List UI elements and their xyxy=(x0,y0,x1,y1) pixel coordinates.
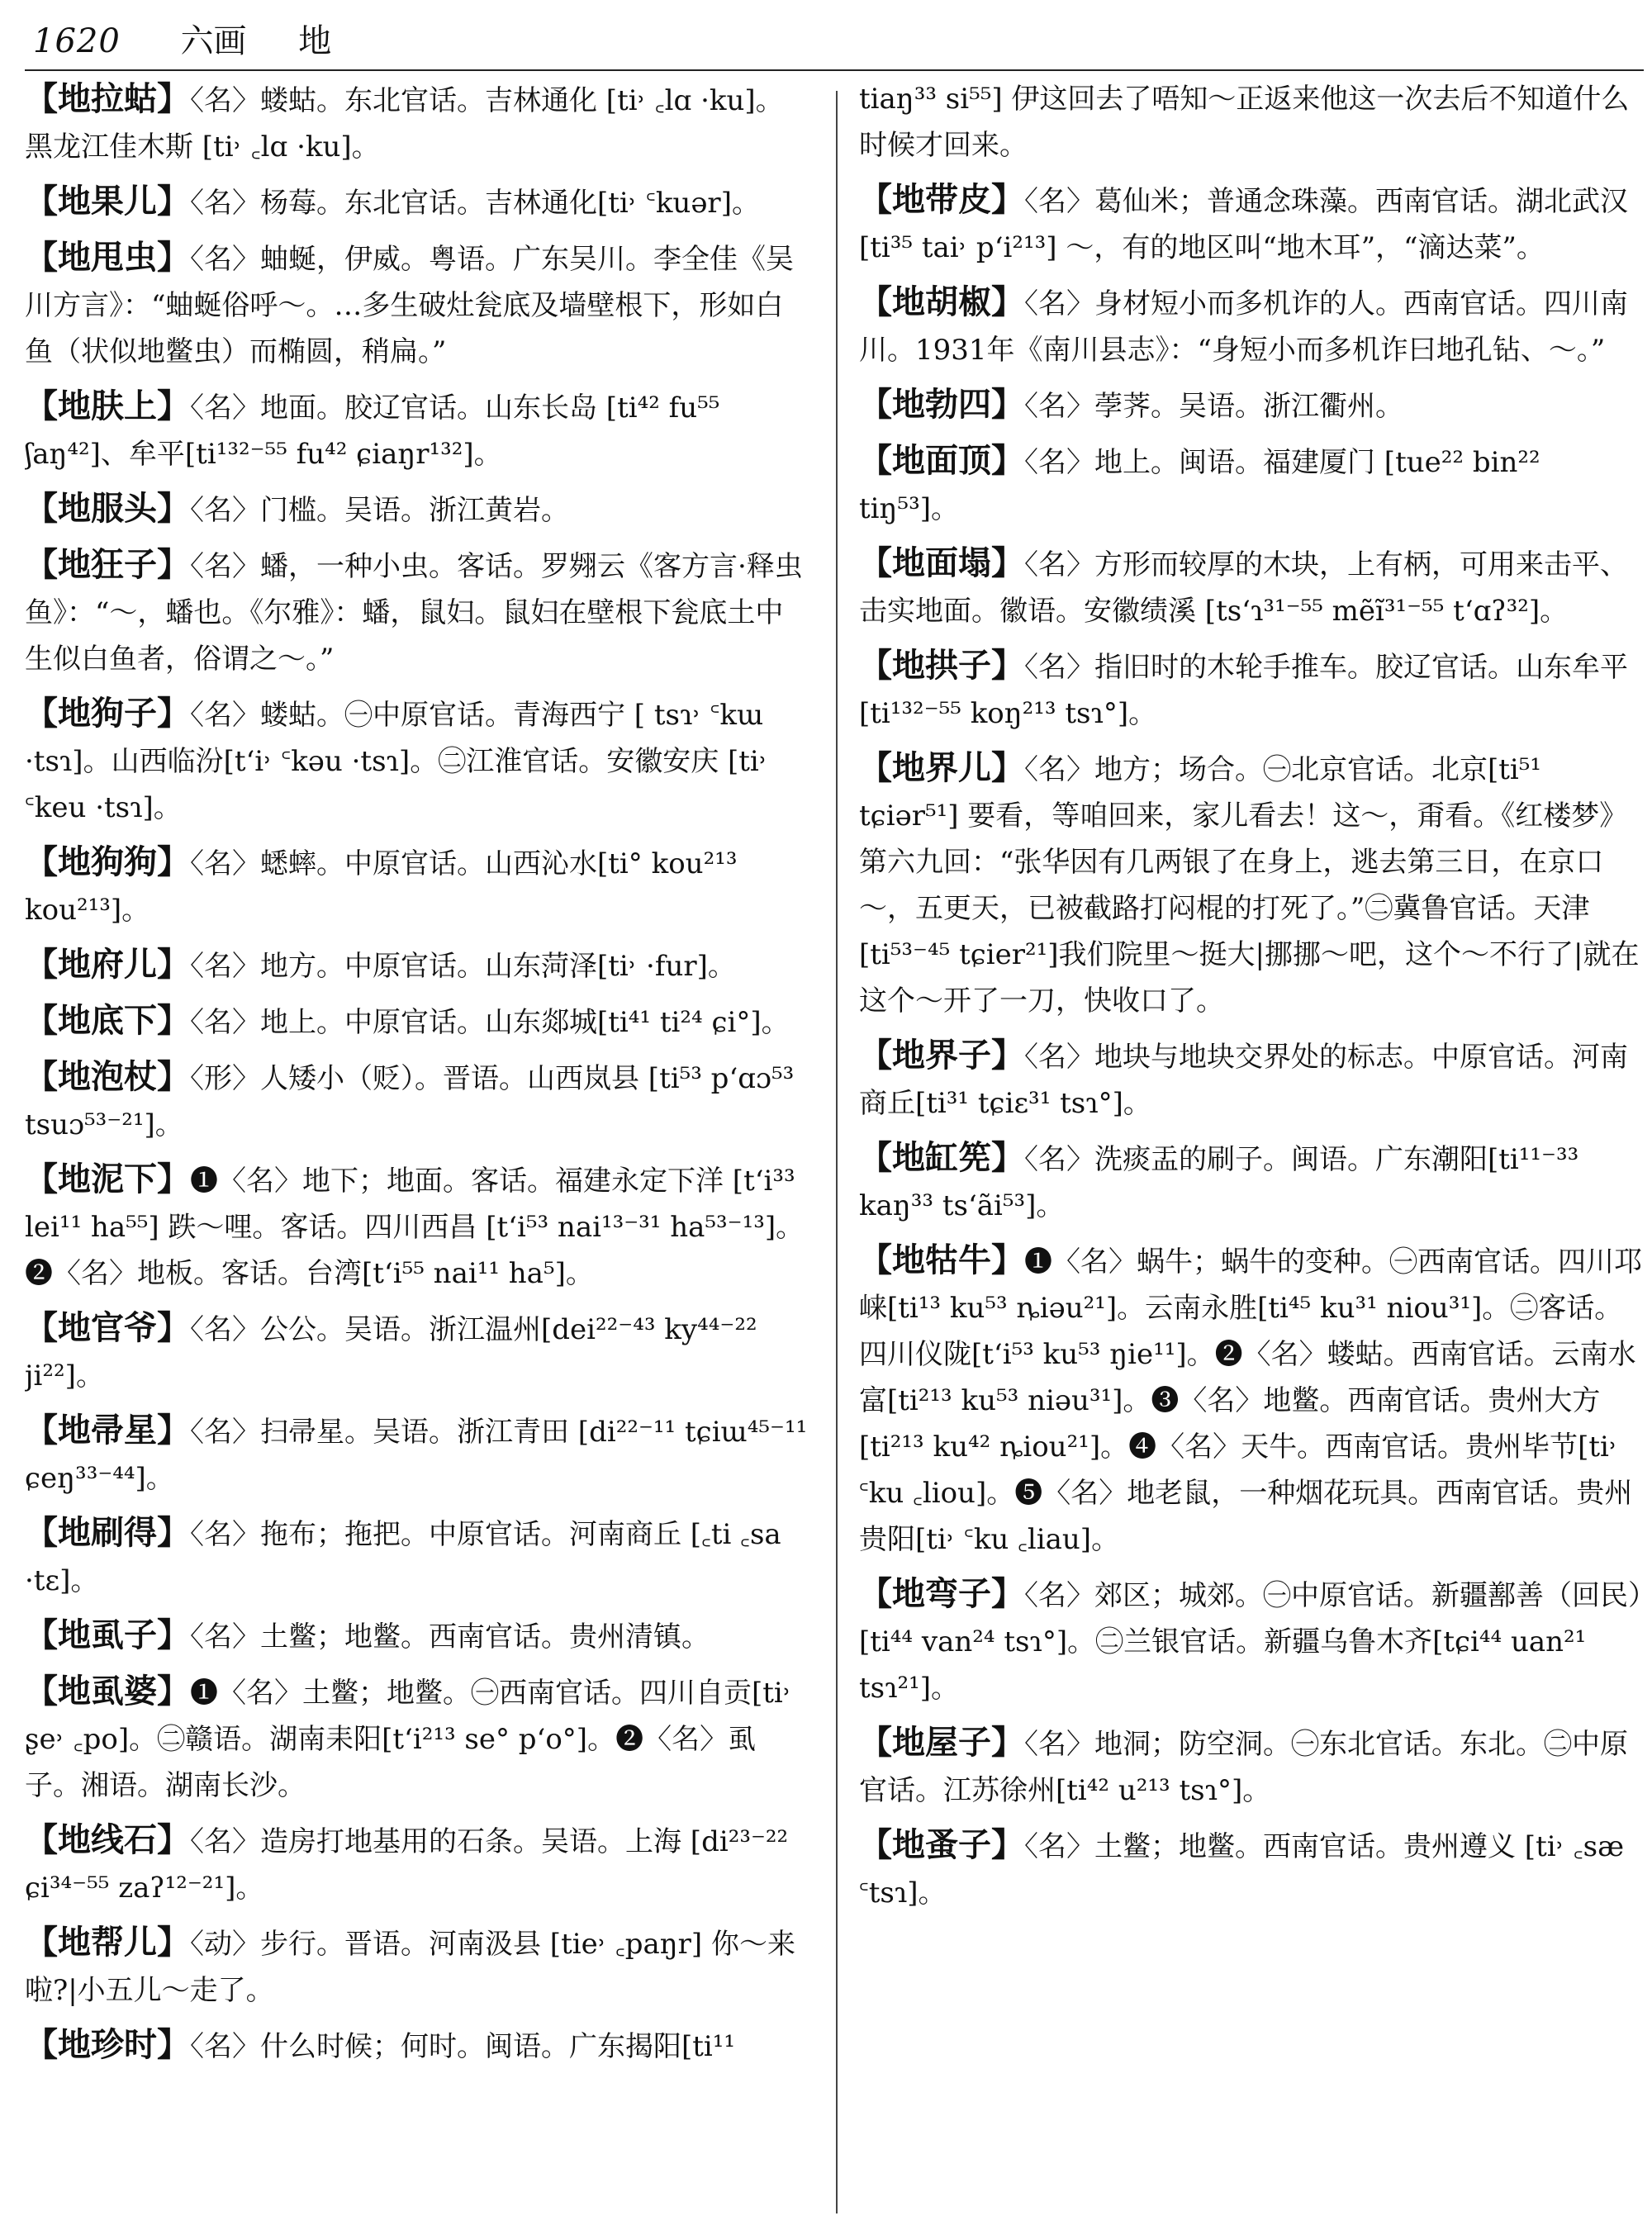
entry-body: 〈名〉蟋蟀。中原官话。山西沁水[ti° kou²¹³ kou²¹³]。 xyxy=(25,847,738,927)
entry-headword: 【地牯牛】 xyxy=(859,1241,1024,1279)
entry-body: ❶〈名〉土鳖；地鳖。㊀西南官话。四川自贡[ti˒ ʂe˒ ꜀po]。㊁赣语。湖南耒阳[t‘i²¹³ se° p‘o°]。❷〈名〉虱子。湘语。湖南长沙。 xyxy=(25,1677,792,1802)
entry-headword: 【地虱婆】 xyxy=(25,1672,190,1710)
entry-headword: 【地珍时】 xyxy=(25,2025,190,2064)
entry-body: 〈名〉地上。闽语。福建厦门 [tue²² bin²² tiŋ⁵³]。 xyxy=(859,446,1540,525)
entry-headword: 【地界子】 xyxy=(859,1036,1024,1075)
page-number: 1620 xyxy=(33,22,121,60)
entry-headword: 【地拱子】 xyxy=(859,646,1024,685)
entry-headword: 【地肤上】 xyxy=(25,387,190,425)
entry-headword: 【地府儿】 xyxy=(25,945,190,984)
entry-headword: 【地狗子】 xyxy=(25,694,190,733)
section-label: 六画 xyxy=(180,22,247,60)
dictionary-entry xyxy=(25,1305,809,1399)
entry-headword: 【地胡椒】 xyxy=(859,282,1024,321)
dictionary-entry xyxy=(859,279,1644,373)
entry-body: 〈名〉土鳖；地鳖。西南官话。贵州清镇。 xyxy=(190,1620,710,1654)
dictionary-entry xyxy=(859,540,1644,634)
entry-body: 〈名〉地洞；防空洞。㊀东北官话。东北。㊁中原官话。江苏徐州[ti⁴² u²¹³ tsɿ°]。 xyxy=(859,1728,1628,1807)
dictionary-entry xyxy=(25,1407,809,1502)
column-divider xyxy=(836,91,838,2213)
entry-headword: 【地面顶】 xyxy=(859,441,1024,480)
entry-continuation: tiaŋ³³ si⁵⁵] 伊这回去了唔知～正返来他这一次去后不知道什么时候才回来。 xyxy=(859,83,1630,162)
entry-body: 〈名〉蝼蛄。㊀中原官话。青海西宁 [ tsɿ˒ ꜂kɯ ·tsɿ]。山西临汾[t‘i˒ ꜂kəu ·tsɿ]。㊁江淮官话。安徽安庆 [ti˒ ꜂keu ·tsɿ]。 xyxy=(25,699,768,824)
entry-body: 〈名〉蟠，一种小虫。客话。罗翙云《客方言·释虫鱼》：“～，蟠也。《尔雅》：蟠，鼠妇。鼠妇在壁根下瓮底土中生似白鱼者，俗谓之～。” xyxy=(25,550,803,676)
entry-body: 〈名〉指旧时的木轮手推车。胶辽官话。山东牟平[ti¹³²⁻⁵⁵ koŋ²¹³ tsɿ°]。 xyxy=(859,651,1628,730)
dictionary-entry xyxy=(25,1510,809,1604)
entry-body: 〈名〉扫帚星。吴语。浙江青田 [di²²⁻¹¹ tɕiɯ⁴⁵⁻¹¹ ɕeŋ³³⁻⁴⁴]。 xyxy=(25,1416,808,1495)
entry-body: 〈名〉公公。吴语。浙江温州[dei²²⁻⁴³ ky⁴⁴⁻²² ji²²]。 xyxy=(25,1313,757,1393)
dictionary-entry xyxy=(25,942,809,989)
dictionary-entry xyxy=(859,1822,1644,1916)
entry-body: 〈名〉葛仙米；普通念珠藻。西南官话。湖北武汉[ti³⁵ tai˒ p‘i²¹³] ～，有的地区叫“地木耳”，“滴达菜”。 xyxy=(859,185,1628,264)
entry-body: ❶〈名〉蜗牛；蜗牛的变种。㊀西南官话。四川邛崃[ti¹³ ku⁵³ ȵiəu²¹]。云南永胜[ti⁴⁵ ku³¹ niou³¹]。㊁客话。四川仪陇[t‘i⁵³ ku⁵³ ŋie¹¹]。❷〈名〉蝼蛄。西南官话。云南水富[ti²¹³ ku⁵³ niəu³¹]。❸〈名〉地鳖。西南官话。贵州大方[ti²¹³ ku⁴² ȵiou²¹]。❹〈名〉天牛。西南官话。贵州毕节[ti˒ ꜂ku ꜀liou]。❺〈名〉地老鼠，一种烟花玩具。西南官话。贵州贵阳[ti˒ ꜂ku ꜀liau]。 xyxy=(859,1245,1642,1556)
entry-headword: 【地屋子】 xyxy=(859,1723,1024,1762)
entry-body: 〈名〉地方；场合。㊀北京官话。北京[ti⁵¹ tɕiər⁵¹] 要看，等咱回来，家儿看去！这～，甭看。《红楼梦》第六九回：“张华因有几两银了在身上，逃去第三日，在京口～，五更天，已被截路打闷棍的打死了。”㊁冀鲁官话。天津[ti⁵³⁻⁴⁵ tɕier²¹]我们院里～挺大|挪挪～吧，这个～不行了|就在这个～开了一刀，快收口了。 xyxy=(859,753,1640,1018)
entry-headword: 【地泡杖】 xyxy=(25,1057,190,1096)
dictionary-entry xyxy=(25,1054,809,1148)
entry-headword: 【地带皮】 xyxy=(859,180,1024,219)
entry-body: 〈名〉洗痰盂的刷子。闽语。广东潮阳[ti¹¹⁻³³ kaŋ³³ ts‘ãi⁵³]。 xyxy=(859,1143,1579,1222)
dictionary-entry xyxy=(25,1156,809,1297)
entry-headword: 【地泥下】 xyxy=(25,1160,190,1198)
entry-headword: 【地界儿】 xyxy=(859,748,1024,787)
dictionary-entry xyxy=(25,235,809,375)
dictionary-entry xyxy=(25,178,809,226)
entry-body: 〈名〉蝼蛄。东北官话。吉林通化 [ti˒ ꜀lɑ ·ku]。黑龙江佳木斯 [ti˒ ꜀lɑ ·ku]。 xyxy=(25,84,784,164)
entry-headword: 【地虱子】 xyxy=(25,1616,190,1654)
dictionary-entry xyxy=(859,1237,1644,1563)
entry-headword: 【地官爷】 xyxy=(25,1308,190,1347)
entry-headword: 【地面塌】 xyxy=(859,543,1024,582)
entry-body: 〈名〉郊区；城郊。㊀中原官话。新疆鄯善（回民）[ti⁴⁴ van²⁴ tsɿ°]。㊁兰银官话。新疆乌鲁木齐[tɕi⁴⁴ uan²¹ tsɿ²¹]。 xyxy=(859,1579,1642,1705)
entry-headword: 【地狗狗】 xyxy=(25,842,190,881)
entry-body: 〈形〉人矮小（贬）。晋语。山西岚县 [ti⁵³ p‘ɑɔ⁵³ tsuɔ⁵³⁻²¹]。 xyxy=(25,1062,795,1141)
entry-headword: 【地帚星】 xyxy=(25,1411,190,1450)
header-rule xyxy=(25,69,1644,71)
entry-headword: 【地服头】 xyxy=(25,489,190,528)
dictionary-entry xyxy=(25,1668,809,1809)
entry-headword: 【地果儿】 xyxy=(25,182,190,221)
entry-body: 〈名〉身材短小而多机诈的人。西南官话。四川南川。1931年《南川县志》：“身短小而多机诈曰地孔钻、～。” xyxy=(859,287,1628,367)
dictionary-entry xyxy=(25,690,809,831)
entry-headword: 【地弯子】 xyxy=(859,1574,1024,1613)
dictionary-entry xyxy=(859,382,1644,429)
dictionary-entry xyxy=(25,2022,809,2070)
entry-headword: 【地底下】 xyxy=(25,1001,190,1040)
dictionary-entry xyxy=(25,839,809,933)
entry-body: 〈名〉蚰蜒，伊威。粤语。广东吴川。李全佳《吴川方言》：“蚰蜒俗呼～。…多生破灶瓮底及墙壁根下，形如白鱼（状似地鳖虫）而椭圆，稍扁。” xyxy=(25,243,794,368)
dictionary-entry xyxy=(25,1817,809,1911)
dictionary-entry xyxy=(859,1571,1644,1711)
entry-body: 〈动〉步行。晋语。河南汲县 [tie˒ ꜀paŋr] 你～来啦?|小五儿～走了。 xyxy=(25,1928,796,2007)
left-column xyxy=(25,76,809,2223)
entry-body: 〈名〉地方。中原官话。山东菏泽[ti˒ ·fur]。 xyxy=(190,950,736,983)
page-header xyxy=(33,17,1644,66)
entry-headword: 【地帮儿】 xyxy=(25,1923,190,1962)
entry-body: 〈名〉门槛。吴语。浙江黄岩。 xyxy=(190,494,569,527)
dictionary-entry xyxy=(859,438,1644,532)
entry-body: 〈名〉荸荠。吴语。浙江衢州。 xyxy=(1024,390,1403,423)
dictionary-entry xyxy=(859,643,1644,737)
entry-body: 〈名〉地面。胶辽官话。山东长岛 [ti⁴² fu⁵⁵ ʃaŋ⁴²]、牟平[ti¹³²⁻⁵⁵ fu⁴² ɕiaŋr¹³²]。 xyxy=(25,391,720,471)
entry-body: 〈名〉造房打地基用的石条。吴语。上海 [di²³⁻²² ɕi³⁴⁻⁵⁵ zaʔ¹²⁻²¹]。 xyxy=(25,1825,789,1905)
entry-body: 〈名〉地上。中原官话。山东郯城[ti⁴¹ ti²⁴ ɕi°]。 xyxy=(190,1006,790,1039)
entry-headword: 【地缸筅】 xyxy=(859,1138,1024,1177)
entry-headword: 【地线石】 xyxy=(25,1820,190,1859)
dictionary-entry xyxy=(25,1612,809,1660)
right-column xyxy=(859,76,1644,2223)
dictionary-entry xyxy=(25,542,809,682)
entry-body: 〈名〉土鳖；地鳖。西南官话。贵州遵义 [ti˒ ꜀sæ ꜂tsɿ]。 xyxy=(859,1830,1625,1910)
dictionary-entry xyxy=(25,1919,809,2014)
dictionary-entry xyxy=(25,76,809,170)
entry-body: 〈名〉拖布；拖把。中原官话。河南商丘 [꜀ti ꜀sa ·tɛ]。 xyxy=(25,1518,781,1597)
dictionary-entry xyxy=(859,177,1644,271)
entry-headword: 【地勃四】 xyxy=(859,385,1024,424)
entry-headword: 【地狂子】 xyxy=(25,545,190,584)
entry-body: ❶〈名〉地下；地面。客话。福建永定下洋 [t‘i³³ lei¹¹ ha⁵⁵] 跌～哩。客话。四川西昌 [t‘i⁵³ nai¹³⁻³¹ ha⁵³⁻¹³]。❷〈名〉地板。客话。台湾[t‘i⁵⁵ nai¹¹ ha⁵]。 xyxy=(25,1165,805,1290)
dictionary-entry xyxy=(25,486,809,534)
entry-body: 〈名〉地块与地块交界处的标志。中原官话。河南商丘[ti³¹ tɕiɛ³¹ tsɿ°]。 xyxy=(859,1041,1628,1120)
entry-headword: 【地甩虫】 xyxy=(25,238,190,277)
dictionary-entry xyxy=(859,745,1644,1024)
dictionary-entry xyxy=(25,998,809,1046)
entry-headword: 【地刷得】 xyxy=(25,1513,190,1552)
dictionary-entry xyxy=(859,1135,1644,1229)
entry-headword: 【地蚤子】 xyxy=(859,1825,1024,1864)
dictionary-entry xyxy=(859,1032,1644,1127)
entry-body: 〈名〉杨莓。东北官话。吉林通化[ti˒ ꜂kuər]。 xyxy=(190,187,760,220)
entry-body: 〈名〉方形而较厚的木块，上有柄，可用来击平、击实地面。徽语。安徽绩溪 [ts‘ɿ³¹⁻⁵⁵ mẽĩ³¹⁻⁵⁵ t‘ɑʔ³²]。 xyxy=(859,548,1628,628)
header-character: 地 xyxy=(298,22,332,60)
dictionary-entry xyxy=(25,383,809,477)
entry-headword: 【地拉蛄】 xyxy=(25,79,190,118)
dictionary-entry xyxy=(859,1720,1644,1814)
entry-body: 〈名〉什么时候；何时。闽语。广东揭阳[ti¹¹ xyxy=(190,2030,736,2063)
